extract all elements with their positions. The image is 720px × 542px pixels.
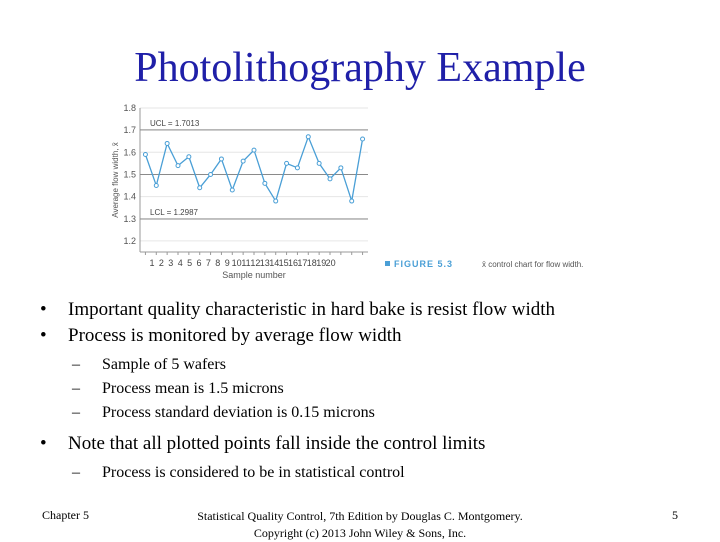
x-tick-label: 20 xyxy=(325,258,336,268)
data-point xyxy=(176,164,180,168)
data-point xyxy=(241,159,245,163)
x-tick-label: 18 xyxy=(306,258,317,268)
ucl-label: UCL = 1.7013 xyxy=(150,118,200,128)
x-tick-label: 14 xyxy=(269,258,280,268)
data-point xyxy=(361,137,365,141)
sub-bullet-marker: – xyxy=(72,356,80,373)
data-point xyxy=(350,199,354,203)
sub-bullet-marker: – xyxy=(72,464,80,481)
data-point xyxy=(230,188,234,192)
bullet-list xyxy=(30,297,710,485)
bullet-text: Important quality characteristic in hard bake is resist flow width xyxy=(68,299,555,320)
y-tick-label: 1.6 xyxy=(123,147,136,158)
x-tick-label: 1 xyxy=(149,258,155,268)
footer-page-number: 5 xyxy=(672,508,678,522)
data-point xyxy=(187,155,191,159)
sub-bullet-item xyxy=(30,401,710,425)
y-tick-label: 1.5 xyxy=(123,169,136,180)
figure-caption: x̄ control chart for flow width. xyxy=(482,260,584,269)
y-axis-title: Average flow width, x̄ xyxy=(111,142,120,218)
bullet-marker: • xyxy=(40,433,47,454)
footer-copyright-line2: Copyright (c) 2013 John Wiley & Sons, Inc. xyxy=(253,526,467,540)
sub-bullet-marker: – xyxy=(72,380,80,397)
data-point xyxy=(263,181,267,185)
x-tick-label: 3 xyxy=(168,258,174,268)
x-tick-label: 4 xyxy=(177,258,183,268)
data-point xyxy=(143,153,147,157)
sub-bullet-text: Sample of 5 wafers xyxy=(102,356,226,373)
y-tick-label: 1.3 xyxy=(123,213,136,224)
data-point xyxy=(306,135,310,139)
data-point xyxy=(154,184,158,188)
footer-copyright xyxy=(160,508,560,542)
sub-bullet-text: Process standard deviation is 0.15 microns xyxy=(102,404,375,421)
x-tick-label: 11 xyxy=(241,258,251,268)
lcl-label: LCL = 1.2987 xyxy=(150,208,198,218)
figure-label: FIGURE 5.3 xyxy=(394,259,454,269)
data-point xyxy=(285,161,289,165)
data-point xyxy=(209,172,213,176)
footer-chapter: Chapter 5 xyxy=(42,508,89,522)
data-point xyxy=(339,166,343,170)
data-point xyxy=(198,186,202,190)
x-tick-label: 19 xyxy=(316,258,327,268)
control-chart xyxy=(104,100,584,286)
bullet-marker: • xyxy=(40,325,47,346)
bullet-text: Note that all plotted points fall inside the control limits xyxy=(68,433,486,454)
x-tick-label: 17 xyxy=(297,258,308,268)
x-tick-label: 13 xyxy=(259,258,270,268)
data-point xyxy=(165,141,169,145)
y-tick-label: 1.2 xyxy=(123,235,136,246)
series-line xyxy=(145,137,362,201)
y-tick-label: 1.4 xyxy=(123,191,136,202)
bullet-marker: • xyxy=(40,299,47,320)
x-tick-label: 8 xyxy=(215,258,221,268)
sub-bullet-text: Process is considered to be in statistical control xyxy=(102,464,405,481)
y-tick-label: 1.8 xyxy=(123,103,136,113)
slide-title: Photolithography Example xyxy=(134,45,586,91)
data-point xyxy=(317,161,321,165)
data-point xyxy=(252,148,256,152)
sub-bullet-item xyxy=(30,461,710,485)
y-tick-label: 1.7 xyxy=(123,125,136,136)
x-tick-label: 2 xyxy=(158,258,164,268)
x-tick-label: 6 xyxy=(196,258,202,268)
x-tick-label: 12 xyxy=(250,258,261,268)
sub-bullet-marker: – xyxy=(72,404,80,421)
footer-copyright-line1: Statistical Quality Control, 7th Edition by Douglas C. Montgomery. xyxy=(197,509,523,523)
bullet-text: Process is monitored by average flow width xyxy=(68,325,402,346)
x-axis-title: Sample number xyxy=(222,270,286,280)
data-point xyxy=(219,157,223,161)
bullet-item xyxy=(30,297,710,323)
bullet-item xyxy=(30,323,710,349)
sub-bullet-item xyxy=(30,377,710,401)
bullet-item xyxy=(30,431,710,457)
control-chart-svg xyxy=(104,100,584,286)
x-tick-label: 7 xyxy=(205,258,211,268)
x-tick-label: 15 xyxy=(278,258,289,268)
x-tick-label: 16 xyxy=(287,258,299,268)
x-tick-label: 5 xyxy=(187,258,193,268)
sub-bullet-text: Process mean is 1.5 microns xyxy=(102,380,284,397)
x-tick-label: 9 xyxy=(224,258,230,268)
data-point xyxy=(274,199,278,203)
sub-bullet-item xyxy=(30,353,710,377)
figure-marker xyxy=(385,261,390,266)
x-tick-label: 10 xyxy=(231,258,242,268)
data-point xyxy=(328,177,332,181)
data-point xyxy=(295,166,299,170)
